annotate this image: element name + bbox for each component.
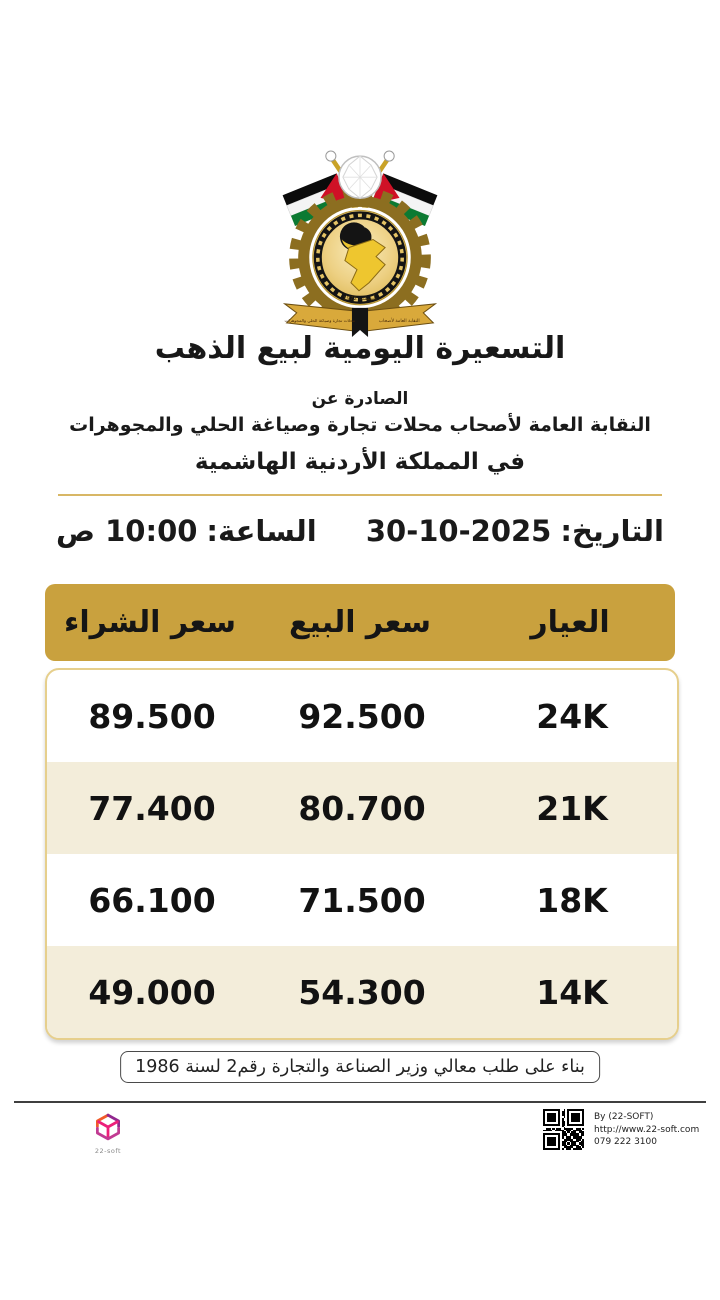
cube-logo-icon [93,1112,123,1142]
emblem-graphic [272,143,448,339]
sell-price-value: 71.500 [298,880,426,920]
developer-credit-text [594,1106,699,1149]
developer-credit-block [540,1106,699,1153]
syndicate-name-line: النقابة العامة لأصحاب محلات تجارة وصياغة الحلي والمجوهرات [69,414,651,436]
footer-divider [14,1101,706,1103]
table-row-21k [47,762,677,854]
date-label: التاريخ: [560,514,664,548]
sell-price-value: 80.700 [298,788,426,828]
syndicate-emblem [272,143,448,339]
qr-finder-bottom-left [543,1133,560,1150]
brand-name: 22-soft [94,1147,122,1155]
credit-url: http://www.22-soft.com [594,1124,700,1135]
diamond-ball-icon [339,156,381,198]
karat-value: 24K [536,696,608,736]
price-table-body [45,668,679,1040]
ribbon-right-text: النقابة العامة لأصحاب [378,318,420,324]
table-row-18k [47,854,677,946]
karat-value: 18K [536,880,608,920]
buy-price-value: 66.100 [88,880,216,920]
time-label: الساعة: [206,514,317,548]
datetime-row [56,514,664,548]
sell-price-value: 54.300 [298,972,426,1012]
sell-price-value: 92.500 [298,696,426,736]
ministerial-note: بناء على طلب معالي وزير الصناعة والتجارة رقم2 لسنة 1986 [120,1051,600,1083]
karat-value: 14K [536,972,608,1012]
qr-finder-top-right [567,1109,584,1126]
issued-by-line: الصادرة عن [311,389,409,409]
gold-divider [58,494,662,496]
buy-price-value: 89.500 [88,696,216,736]
brand-block [82,1112,134,1155]
credit-phone: 079 222 3100 [594,1137,657,1148]
column-buy-price: سعر الشراء [64,605,236,640]
table-row-24k [47,670,677,762]
buy-price-value: 77.400 [88,788,216,828]
ribbon-left-text: محلات تجارة وصياغة الحلي والمجوهرات [284,317,356,323]
qr-code-icon [540,1106,587,1153]
table-row-14k [47,946,677,1038]
emblem-established-text: تأسست 1972 [343,295,377,302]
time-field [56,514,317,548]
column-sell-price: سعر البيع [288,605,432,640]
qr-finder-top-left [543,1109,560,1126]
karat-value: 21K [536,788,608,828]
time-value: 10:00 ص [56,514,198,548]
price-table-header [45,584,675,661]
page-title: التسعيرة اليومية لبيع الذهب [154,331,566,366]
date-value: 30-10-2025 [365,514,552,548]
column-karat: العيار [530,605,610,640]
buy-price-value: 49.000 [88,972,216,1012]
kingdom-line: في المملكة الأردنية الهاشمية [194,449,526,475]
credit-by-line: By (22-SOFT) [594,1112,654,1122]
date-field [366,514,664,548]
